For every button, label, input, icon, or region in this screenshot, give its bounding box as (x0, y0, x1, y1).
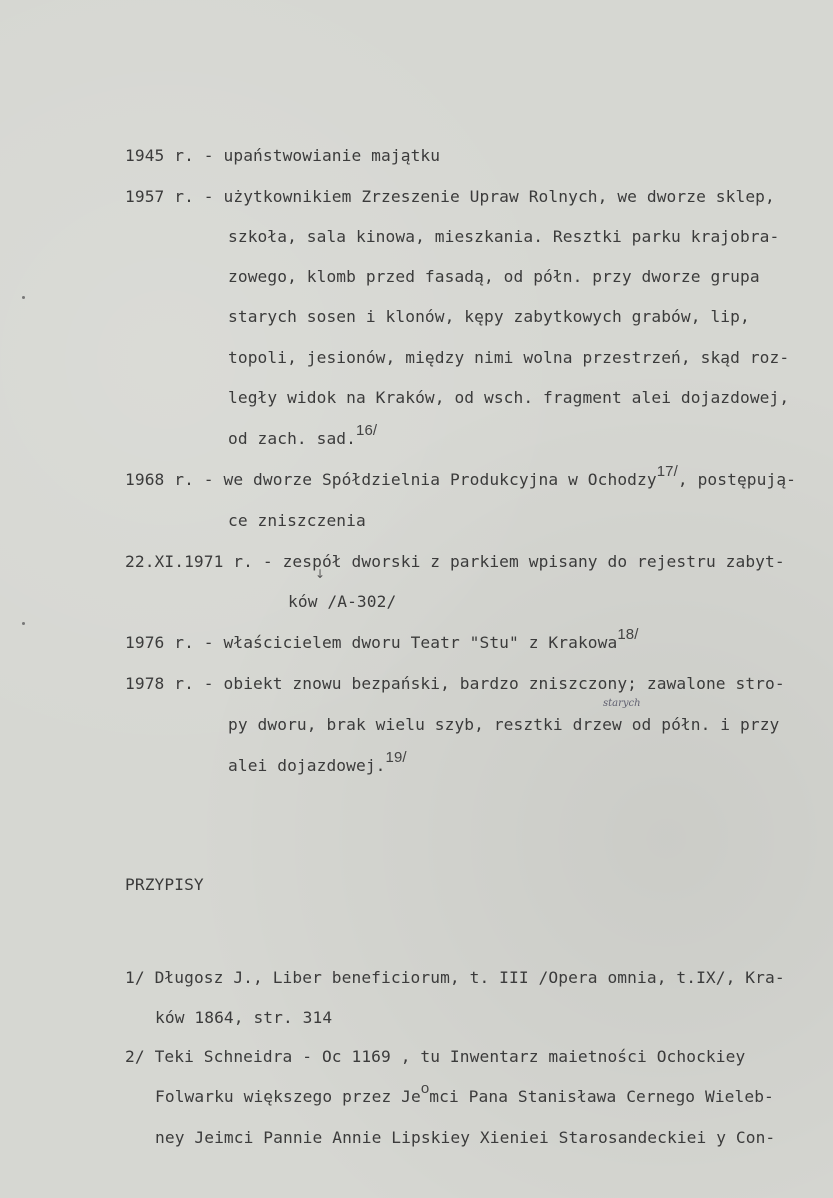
event-1978 (125, 674, 785, 694)
footnote-number: 2/ (125, 1047, 145, 1066)
event-date: 1976 r. (125, 633, 194, 652)
event-date: 1968 r. (125, 470, 194, 489)
event-text-line: starych sosen i klonów, kępy zabytkowych grabów, lip, (228, 307, 750, 326)
event-text-line: ków /A-302/ (288, 592, 397, 611)
event-1971 (125, 552, 785, 572)
event-text: , postępują- (677, 470, 797, 489)
event-1945 (125, 146, 440, 166)
superscript: o (420, 1080, 430, 1097)
footnote-text-line: ków 1864, str. 314 (155, 1008, 333, 1027)
insertion-caret-icon: ↓ (315, 567, 326, 581)
event-dash: - (203, 674, 214, 693)
event-text: właścicielem dworu Teatr "Stu" z Krakowa (223, 633, 618, 652)
event-1957 (125, 187, 775, 207)
event-date: 1957 r. (125, 187, 194, 206)
footnote-ref: 19/ (385, 749, 407, 766)
event-text-line: legły widok na Kraków, od wsch. fragment alei dojazdowej, (228, 388, 790, 407)
event-dash: - (203, 633, 214, 652)
footnote-number: 1/ (125, 968, 145, 987)
event-date: 1978 r. (125, 674, 194, 693)
margin-speck (22, 296, 25, 299)
event-text: obiekt znowu bezpański, bardzo zniszczony; zawalone stro- (223, 674, 785, 693)
event-text: drzew od półn. i przy (572, 715, 780, 734)
event-text-line: topoli, jesionów, między nimi wolna przestrzeń, skąd roz- (228, 348, 790, 367)
footnote-entry (125, 968, 785, 988)
footnote-text-line: ney Jeimci Pannie Annie Lipskiey Xieniei Starosandeckiei y Con- (155, 1128, 776, 1147)
event-text-line (228, 715, 779, 735)
footnote-text: Teki Schneidra - Oc 1169 , tu Inwentarz maietności Ochockiey (154, 1047, 746, 1066)
event-1976 (125, 626, 639, 653)
footnote-ref: 18/ (617, 626, 639, 643)
footnote-ref: 17/ (656, 463, 678, 480)
event-text: zespół dworski z parkiem wpisany do rejestru zabyt- (282, 552, 785, 571)
section-heading: PRZYPISY (125, 875, 204, 894)
event-text: py dworu, brak wielu szyb, resztki (228, 715, 563, 734)
footnote-text: Folwarku większego przez Je (155, 1087, 421, 1106)
event-text-line (228, 422, 378, 449)
footnote-text: mci Pana Stanisława Cernego Wieleb- (429, 1087, 774, 1106)
event-dash: - (262, 552, 273, 571)
footnote-entry (125, 1047, 745, 1067)
event-dash: - (203, 187, 214, 206)
event-text-line (228, 749, 407, 776)
event-text: alei dojazdowej. (228, 756, 386, 775)
margin-speck (22, 622, 25, 625)
event-text-line: zowego, klomb przed fasadą, od półn. przy dworze grupa (228, 267, 760, 286)
event-text: upaństwowianie majątku (223, 146, 441, 165)
footnote-text: Długosz J., Liber beneficiorum, t. III /Opera omnia, t.IX/, Kra- (154, 968, 785, 987)
event-text: we dworze Spółdzielnia Produkcyjna w Ochodzy (223, 470, 657, 489)
event-dash: - (203, 146, 214, 165)
event-text: od zach. sad. (228, 429, 356, 448)
event-1968 (125, 463, 797, 490)
event-text-line: szkoła, sala kinowa, mieszkania. Resztki parku krajobra- (228, 227, 780, 246)
event-text: użytkownikiem Zrzeszenie Upraw Rolnych, we dworze sklep, (223, 187, 775, 206)
event-dash: - (203, 470, 214, 489)
footnote-ref: 16/ (356, 422, 378, 439)
event-text-line: ce zniszczenia (228, 511, 366, 530)
event-date: 22.XI.1971 r. (125, 552, 253, 571)
event-date: 1945 r. (125, 146, 194, 165)
footnote-text-line (155, 1080, 774, 1107)
handwritten-insertion: starych (603, 698, 641, 709)
